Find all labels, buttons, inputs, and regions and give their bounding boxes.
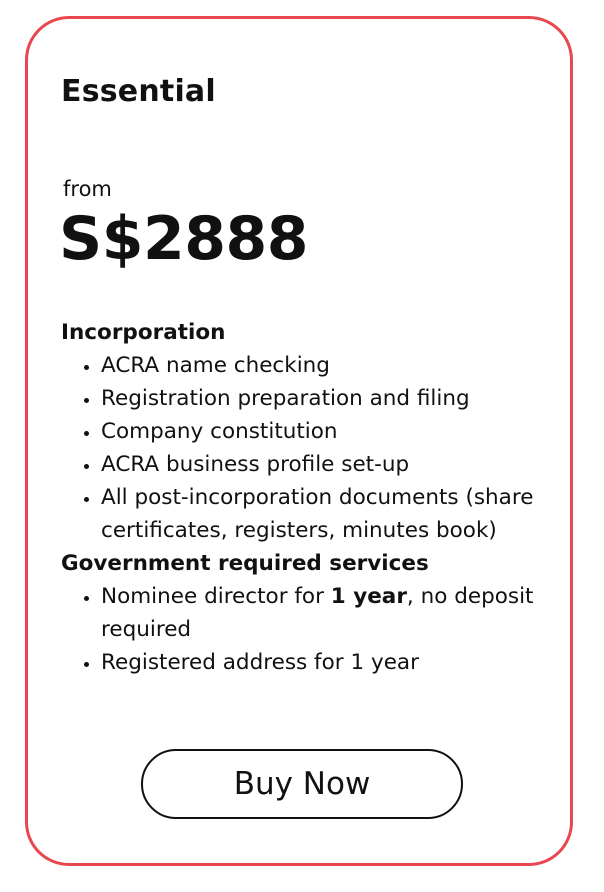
- nominee-duration: 1 year: [330, 584, 407, 609]
- section-title-government-services: Government required services: [61, 551, 429, 576]
- incorporation-items: [61, 349, 561, 547]
- nominee-text-after: , no deposit required: [101, 584, 534, 642]
- plan-price: S$2888: [59, 204, 308, 274]
- price-from-label: from: [63, 177, 112, 201]
- nominee-text-before: Nominee director for: [101, 584, 331, 609]
- list-item: • Registered address for 1 year: [101, 646, 561, 679]
- plan-name: Essential: [61, 74, 216, 109]
- list-item-nominee-director: [101, 580, 561, 646]
- pricing-card: [25, 16, 573, 866]
- feature-list: [61, 316, 561, 679]
- list-item: • All post-incorporation documents (share certificates, registers, minutes book): [101, 481, 561, 547]
- list-item: • Registration preparation and filing: [101, 382, 561, 415]
- buy-now-button[interactable]: Buy Now: [141, 749, 463, 819]
- section-title-incorporation: Incorporation: [61, 320, 226, 345]
- list-item: • Company constitution: [101, 415, 561, 448]
- list-item: • ACRA name checking: [101, 349, 561, 382]
- list-item: • ACRA business profile set-up: [101, 448, 561, 481]
- government-services-items: [61, 580, 561, 679]
